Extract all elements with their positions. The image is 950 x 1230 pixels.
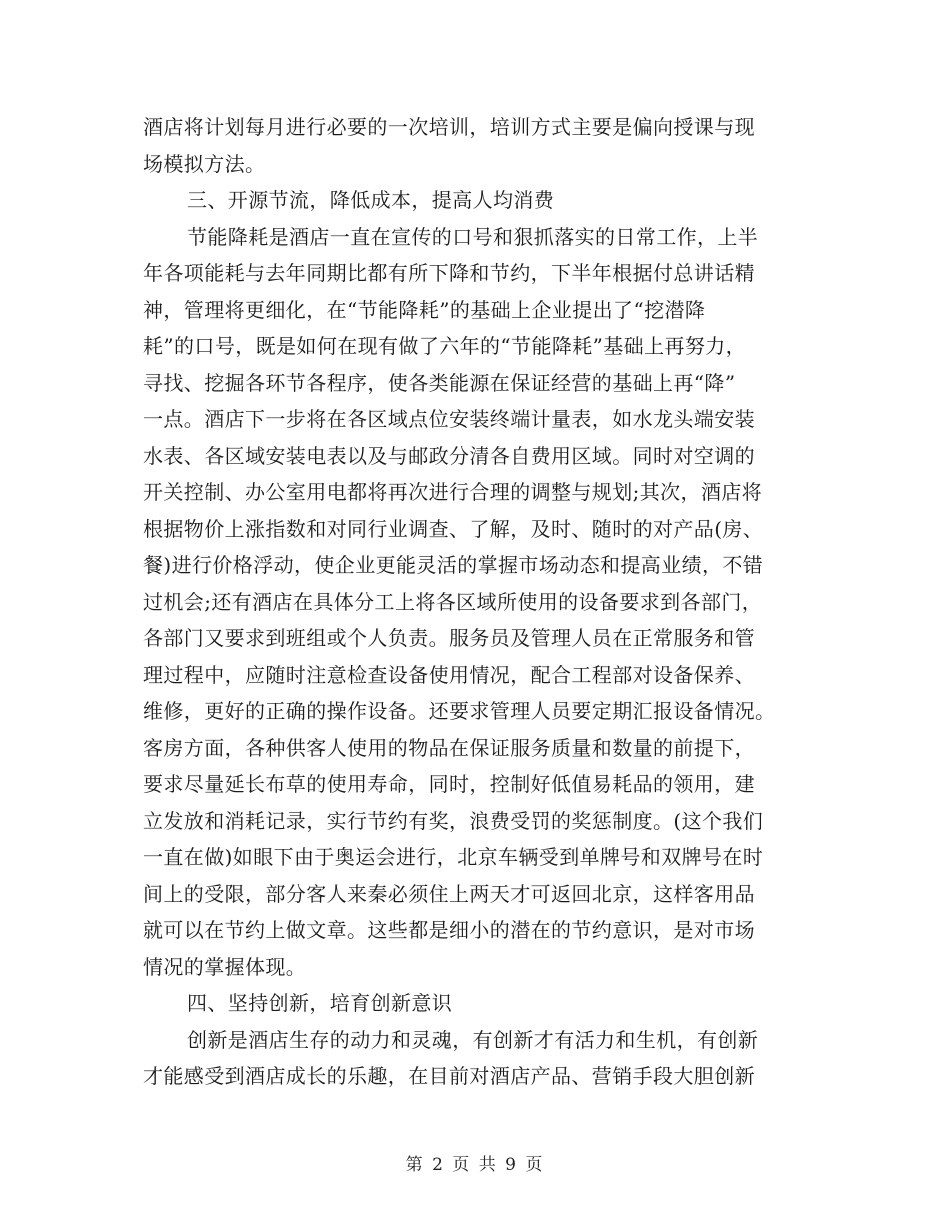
text-line: 就可以在节约上做文章。这些都是细小的潜在的节约意识，是对市场 <box>143 918 755 942</box>
text-line: 场模拟方法。 <box>143 151 266 176</box>
section-heading: 三、开源节流，降低成本，提高人均消费 <box>187 188 555 212</box>
text-line: 间上的受限，部分客人来秦必须住上两天才可返回北京，这样客用品 <box>143 881 755 906</box>
text-line: 一直在做)如眼下由于奥运会进行，北京车辆受到单牌号和双牌号在时 <box>143 845 764 869</box>
text-line: 神，管理将更细化，在“节能降耗”的基础上企业提出了“挖潜降 <box>143 297 706 322</box>
page-number-footer: 第 2 页 共 9 页 <box>405 1155 545 1175</box>
text-line: 一点。酒店下一步将在各区域点位安装终端计量表，如水龙头端安装 <box>143 407 755 431</box>
text-line: 年各项能耗与去年同期比都有所下降和节约，下半年根据付总讲话精 <box>143 261 755 285</box>
paragraph-first-line: 节能降耗是酒店一直在宣传的口号和狠抓落实的日常工作，上半 <box>187 224 759 249</box>
text-line: 酒店将计划每月进行必要的一次培训，培训方式主要是偏向授课与现 <box>143 115 755 139</box>
text-line: 维修，更好的正确的操作设备。还要求管理人员要定期汇报设备情况。 <box>143 699 776 723</box>
text-line: 情况的掌握体现。 <box>143 954 307 979</box>
text-line: 寻找、挖掘各环节各程序，使各类能源在保证经营的基础上再“降” <box>143 370 736 395</box>
document-body <box>143 109 805 1095</box>
text-line: 各部门又要求到班组或个人负责。服务员及管理人员在正常服务和管 <box>143 626 755 650</box>
text-line: 根据物价上涨指数和对同行业调查、了解，及时、随时的对产品(房、 <box>143 516 764 541</box>
text-line: 餐)进行价格浮动，使企业更能灵活的掌握市场动态和提高业绩，不错 <box>143 553 764 577</box>
text-line: 耗”的口号，既是如何在现有做了六年的“节能降耗”基础上再努力， <box>143 334 747 358</box>
text-line: 要求尽量延长布草的使用寿命，同时，控制好低值易耗品的领用，建 <box>143 772 755 796</box>
text-line: 客房方面，各种供客人使用的物品在保证服务质量和数量的前提下， <box>143 735 755 760</box>
text-line: 水表、各区域安装电表以及与邮政分清各自费用区域。同时对空调的 <box>143 443 755 468</box>
text-line: 开关控制、办公室用电都将再次进行合理的调整与规划;其次，酒店将 <box>143 480 763 504</box>
text-line: 才能感受到酒店成长的乐趣，在目前对酒店产品、营销手段大胆创新 <box>143 1064 755 1088</box>
text-line: 过机会;还有酒店在具体分工上将各区域所使用的设备要求到各部门， <box>143 589 763 614</box>
section-heading: 四、坚持创新，培育创新意识 <box>187 991 453 1015</box>
text-line: 立发放和消耗记录，实行节约有奖，浪费受罚的奖惩制度。(这个我们 <box>143 808 764 833</box>
paragraph-first-line: 创新是酒店生存的动力和灵魂，有创新才有活力和生机，有创新 <box>187 1027 759 1052</box>
text-line: 理过程中，应随时注意检查设备使用情况，配合工程部对设备保养、 <box>143 662 755 687</box>
